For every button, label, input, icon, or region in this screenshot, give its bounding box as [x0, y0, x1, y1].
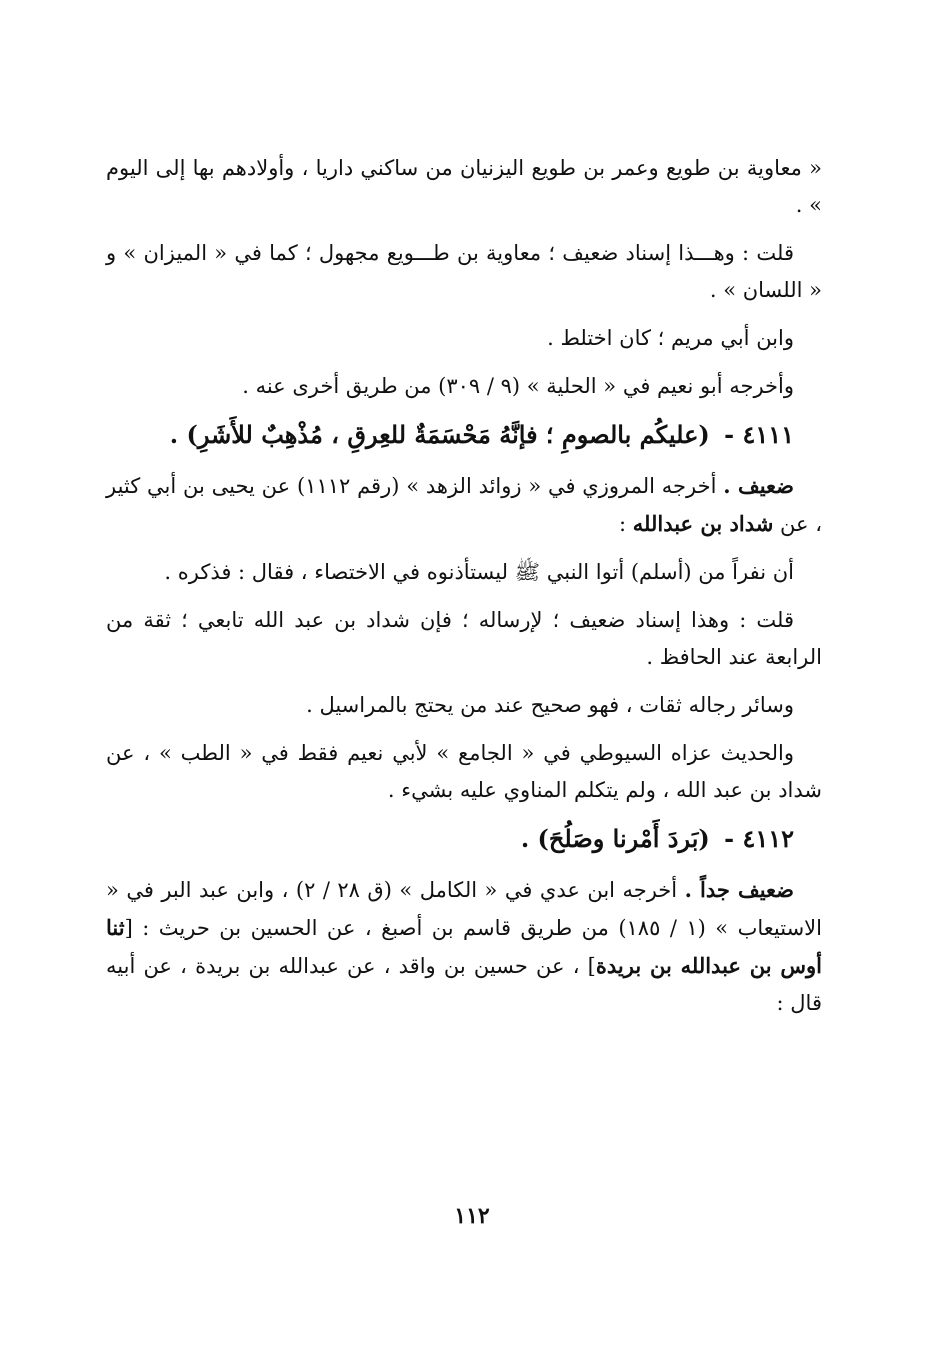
hadith-number: ٤١١١ -: [724, 420, 794, 449]
hadith-4111-heading: [106, 416, 822, 453]
paragraph-irsal: قلت : وهذا إسناد ضعيف ؛ لإرساله ؛ فإن شداد بن عبد الله تابعي ؛ ثقة من الرابعة عند الحافظ .: [106, 608, 822, 669]
paragraph-abu-nuaym: وأخرجه أبو نعيم في « الحلية » (٩ / ٣٠٩) من طريق أخرى عنه .: [242, 374, 794, 398]
paragraph-narrators-trusted: وسائر رجاله ثقات ، فهو صحيح عند من يحتج بالمراسيل .: [306, 693, 794, 717]
paragraph-quote-end: « معاوية بن طويع وعمر بن طويع اليزنيان من ساكني داريا ، وأولادهم بها إلى اليوم » .: [106, 156, 822, 217]
hadith-text: (بَردَ أَمْرنا وصَلُحَ) .: [520, 824, 710, 853]
grading-end: ] ، عن حسين بن واقد ، عن عبدالله بن بريدة ، عن أبيه قال :: [106, 954, 822, 1015]
narrator-name: شداد بن عبدالله: [632, 511, 774, 536]
paragraph-isnad-weak: قلت : وهـــذا إسناد ضعيف ؛ معاوية بن طـــويع مجهول ؛ كما في « الميزان » و « اللسان » .: [106, 241, 822, 302]
page-number: ١١٢: [454, 1203, 490, 1229]
hadith-number: ٤١١٢ -: [724, 824, 794, 853]
paragraph-grading-4112: [106, 871, 822, 1022]
hadith-text: (عليكُم بالصومِ ؛ فإنَّهُ مَحْسَمَةٌ للعِرقِ ، مُذْهِبٌ للأَشَرِ) .: [169, 420, 710, 449]
paragraph-ibn-abi-maryam: وابن أبي مريم ؛ كان اختلط .: [547, 326, 794, 350]
paragraph-suyuti: والحديث عزاه السيوطي في « الجامع » لأبي نعيم فقط في « الطب » ، عن شداد بن عبد الله ، ولم يتكلم المناوي عليه بشيء .: [106, 741, 822, 802]
paragraph-narration: أن نفراً من (أسلم) أتوا النبي ﷺ ليستأذنوه في الاختصاء ، فقال : فذكره .: [164, 560, 794, 584]
page-body: [106, 150, 822, 1260]
grading-text: أخرجه ابن عدي في « الكامل » (ق ٢٨ / ٢) ، وابن عبد البر في « الاستيعاب » (١ / ١٨٥) من طريق قاسم بن أصبغ ، عن الحسين بن حريث : [: [106, 878, 822, 940]
grading-text: أخرجه المروزي في « زوائد الزهد » (رقم ١١١٢) عن يحيى بن أبي كثير ، عن: [106, 474, 822, 536]
hadith-4112-heading: [106, 820, 822, 857]
grading-label: ضعيف جداً .: [684, 877, 795, 902]
grading-label: ضعيف .: [723, 473, 794, 498]
narrator-name: ثنا أوس بن عبدالله بن بريدة: [106, 915, 822, 978]
paragraph-grading-4111: [106, 467, 822, 543]
grading-end: :: [618, 512, 633, 536]
